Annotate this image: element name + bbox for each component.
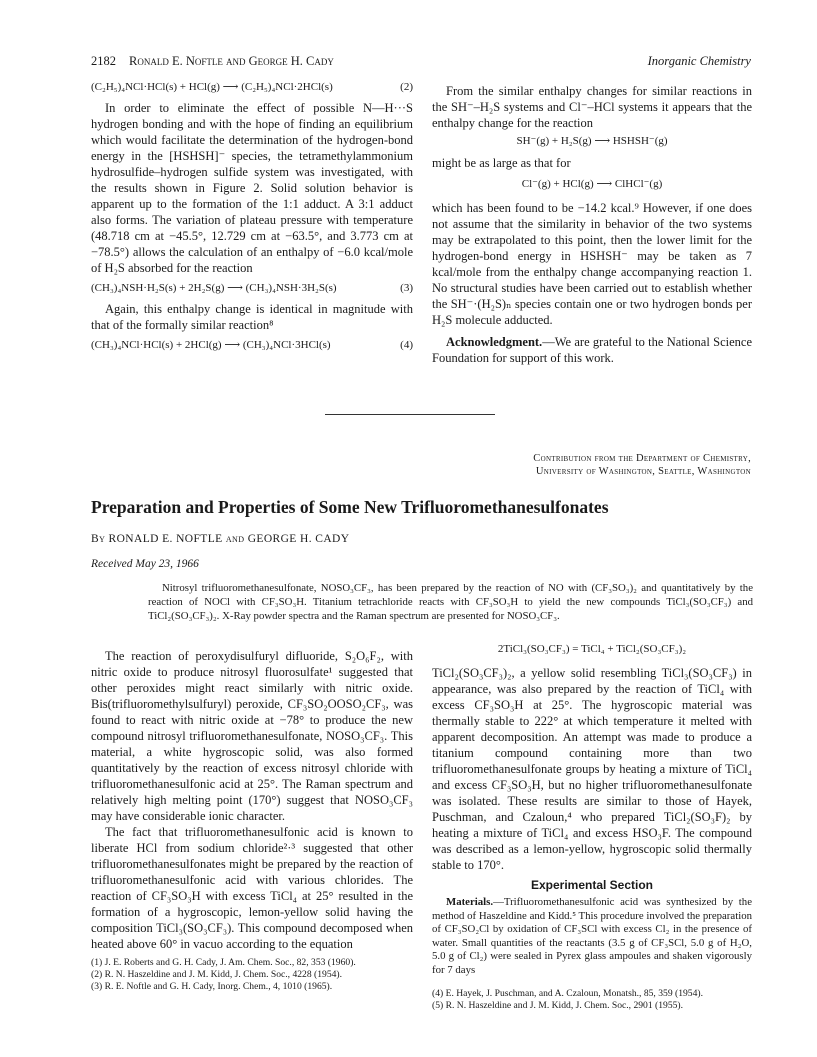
article-title: Preparation and Properties of Some New Trifluoromethanesulfonates	[91, 497, 609, 517]
footnote: (5) R. N. Haszeldine and J. M. Kidd, J. Chem. Soc., 2901 (1955).	[432, 999, 684, 1011]
footnotes-left	[91, 957, 413, 993]
paragraph: From the similar enthalpy changes for similar reactions in the SH⁻–H₂S systems and Cl⁻–HCl systems it appears that the enthalpy change for the reaction	[432, 84, 752, 130]
equation-sh: SH⁻(g) + H₂S(g) ⟶ HSHSH⁻(g)	[516, 135, 668, 147]
footnote: (4) E. Hayek, J. Puschman, and A. Czaloun, Monatsh., 85, 359 (1954).	[432, 987, 703, 999]
materials-paragraph: Materials.—Trifluoromethanesulfonic acid was synthesized by the method of Haszeldine and Kidd.⁵ This procedure involved the preparation of CF₃SO₂Cl by oxidation of CF₃SCl with excess Cl₂ in the presence of water. Small quantities of the reactants (3.5 g of CF₃SCl, 5.0 g of H₂O, 5.0 g of Cl₂) were sealed in Pyrex glass ampoules and shaken vigorously for 7 days	[432, 896, 752, 976]
running-authors: Ronald E. Noftle and George H. Cady	[129, 54, 334, 68]
page-number: 2182	[91, 54, 116, 68]
equation-4: (CH₃)₄NCl·HCl(s) + 2HCl(g) ⟶ (CH₃)₄NCl·3HCl(s) (4)	[91, 339, 413, 351]
paragraph: The reaction of peroxydisulfuryl difluoride, S₂O₆F₂, with nitric oxide to produce nitrosyl fluorosulfate¹ suggested that other peroxides might react similarly with nitric oxide. Bis(trifluoromethylsulfuryl) peroxide, CF₃SO₂OOSO₂CF₃, was found to react with nitric oxide at −78° to produce the new compound nitrosyl trifluoromethanesulfonate, NOSO₃CF₃. This material, a white hygroscopic solid, was also formed quantitatively by the reaction of excess nitrosyl chloride with trifluoromethanesulfonic acid at 25°. The Raman spectrum and relatively high melting point (170°) suggest that NOSO₃CF₃ may have considerable ionic character.	[91, 649, 413, 823]
abstract: Nitrosyl trifluoromethanesulfonate, NOSO₃CF₃, has been prepared by the reaction of NO with (CF₃SO₃)₂ and quantitatively by the reaction of NOCl with CF₃SO₃H. Titanium tetrachloride reacts with CF₃SO₃H to yield the new compounds TiCl₃(SO₃CF₃) and TiCl₂(SO₃CF₃)₂. X-Ray powder spectra and the Raman spectrum are presented for NOSO₃CF₃.	[148, 582, 753, 622]
top-right-column	[432, 83, 752, 366]
paragraph: In order to eliminate the effect of possible N—H···S hydrogen bonding and with the hope of finding an equilibrium which would facilitate the determination of the hydrogen-bond energy in the [HSHSH]⁻ species, the tetramethylammonium hydrosulfide–hydrogen sulfide system was investigated, with the results shown in Figure 2. Solid solution behavior is apparent up to the formation of the 1:1 adduct. A 3:1 adduct also forms. The variation of plateau pressure with temperature (48.718 cm at −45.5°, 12.729 cm at −63.5°, and 3.773 cm at −78.5°) allows the calculation of an enthalpy of −6.0 kcal/mole of H₂S absorbed for the reaction	[91, 101, 413, 275]
received-date: Received May 23, 1966	[91, 558, 199, 570]
paragraph: which has been found to be −14.2 kcal.⁹ However, if one does not assume that the similarity in behavior of the two systems may be extrapolated to this point, then the lower limit for the hydrogen-bond energy in HSHSH⁻ may be taken as 7 kcal/mole from the enthalpy change accompanying reaction 1. No structural studies have been carried out to establish whether the SH⁻·(H₂S)ₙ species contain one or two hydrogen bonds per H₂S molecule adducted.	[432, 201, 752, 327]
footnotes-right	[432, 988, 752, 1012]
body-right-column	[432, 641, 752, 1012]
byline: By RONALD E. NOFTLE and GEORGE H. CADY	[91, 533, 350, 545]
footnote: (3) R. E. Noftle and G. H. Cady, Inorg. Chem., 4, 1010 (1965).	[91, 981, 333, 992]
paragraph: might be as large as that for	[432, 156, 571, 170]
contribution-note: Contribution from the Department of Chemistry, University of Washington, Seattle, Washington	[533, 453, 751, 477]
body-left-column	[91, 648, 413, 993]
paragraph: Again, this enthalpy change is identical in magnitude with that of the formally similar reaction⁸	[91, 302, 413, 332]
equation-2: (C₂H₅)₄NCl·HCl(s) + HCl(g) ⟶ (C₂H₅)₄NCl·2HCl(s) (2)	[91, 81, 413, 93]
footnote: (2) R. N. Haszeldine and J. M. Kidd, J. Chem. Soc., 4228 (1954).	[91, 969, 343, 980]
equation-decomposition: 2TiCl₃(SO₃CF₃) = TiCl₄ + TiCl₂(SO₃CF₃)₂	[497, 643, 687, 655]
top-left-column	[91, 77, 413, 358]
footnote: (1) J. E. Roberts and G. H. Cady, J. Am. Chem. Soc., 82, 353 (1960).	[91, 957, 356, 968]
section-divider	[325, 414, 495, 415]
acknowledgment: Acknowledgment.—We are grateful to the National Science Foundation for support of this work.	[432, 335, 752, 365]
section-heading: Experimental Section	[530, 878, 654, 892]
journal-name: Inorganic Chemistry	[647, 54, 751, 68]
equation-cl: Cl⁻(g) + HCl(g) ⟶ ClHCl⁻(g)	[521, 178, 663, 190]
paragraph: The fact that trifluoromethanesulfonic acid is known to liberate HCl from sodium chloride²·³ suggested that other trifluoromethanesulfonates might be prepared by the reaction of trifluoromethanesulfonic acid with various chlorides. The reaction of CF₃SO₃H with excess TiCl₄ at 25° resulted in the formation of a hygroscopic, lemon-yellow solid having the composition TiCl₃(SO₃CF₃). This compound decomposed when heated above 60° in vacuo according to the equation	[91, 825, 413, 951]
equation-3: (CH₃)₄NSH·H₂S(s) + 2H₂S(g) ⟶ (CH₃)₄NSH·3H₂S(s) (3)	[91, 282, 413, 294]
paragraph: TiCl₂(SO₃CF₃)₂, a yellow solid resembling TiCl₃(SO₃CF₃) in appearance, was also prepared by the reaction of TiCl₄ with excess CF₃SO₃H at 25°. The hygroscopic material was thermally stable to 222° at which temperature it melted with apparent decomposition. An attempt was made to produce a titanium compound containing more than two trifluoromethanesulfonate groups by heating a mixture of TiCl₄ and excess CF₃SO₃H, but no higher trifluoromethanesulfonate was isolated. These results are similar to those of Hayek, Puschman, and Czaloun,⁴ who prepared TiCl₂(SO₃F)₂ by heating a mixture of TiCl₄ and excess HSO₃F. The compound was described as a lemon-yellow, hygroscopic solid thermally stable to 170°.	[432, 666, 752, 872]
